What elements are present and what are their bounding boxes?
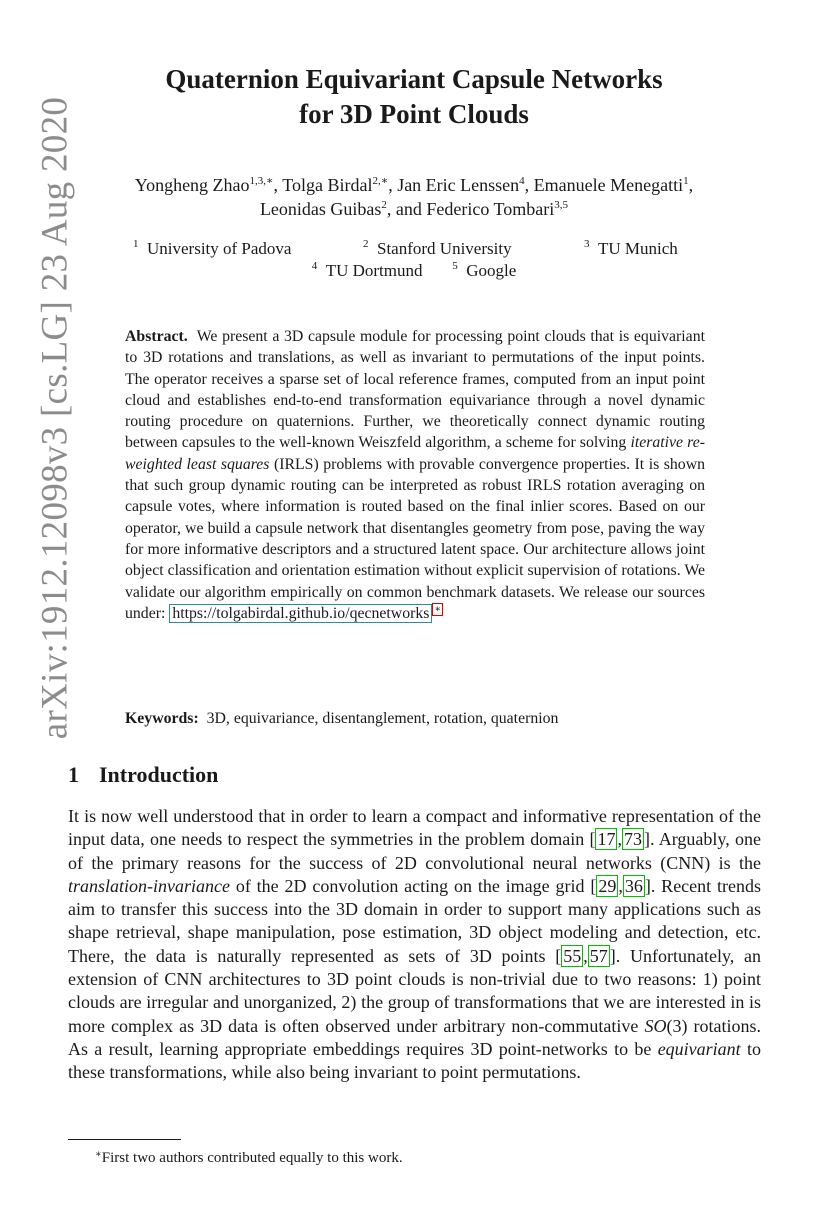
- footnote-rule: [68, 1139, 181, 1140]
- author-name: Yongheng Zhao: [134, 175, 250, 195]
- author-name: Jan Eric Lenssen: [397, 175, 520, 195]
- affiliation: [363, 238, 512, 260]
- affiliation: [452, 261, 516, 280]
- body-text: of the 2D convolution acting on the image grid [: [235, 875, 597, 896]
- affil-number: 2: [363, 238, 369, 250]
- affil-name: University of Padova: [147, 239, 292, 258]
- affil-name: Stanford University: [377, 239, 512, 258]
- citation-link[interactable]: 73: [623, 829, 642, 850]
- paper-title: [0, 62, 828, 132]
- affil-number: 3: [584, 238, 590, 250]
- keywords-text: 3D, equivariance, disentanglement, rotation, quaternion: [206, 710, 559, 727]
- source-code-link[interactable]: https://tolgabirdal.github.io/qecnetworks: [169, 604, 432, 623]
- section-number: 1: [68, 762, 79, 787]
- affiliation: [133, 238, 291, 260]
- author-affil-mark: 3,5: [554, 199, 569, 211]
- body-emphasis: translation-invariance: [68, 875, 230, 896]
- body-text: (3) rotations. As a result, learning appropriate embeddings requires 3D point-networks to be: [68, 1015, 762, 1059]
- section-heading: [68, 762, 218, 788]
- author-affil-mark: 1,3,∗: [249, 175, 274, 187]
- arxiv-identifier: arXiv:1912.12098v3 [cs.LG] 23 Aug 2020: [34, 96, 76, 740]
- abstract: [125, 326, 705, 624]
- author-name: and Federico Tombari: [395, 199, 555, 219]
- affil-name: TU Dortmund: [325, 261, 423, 280]
- affil-name: TU Munich: [598, 239, 678, 258]
- body-text: It is now well understood that in order to learn a compact and informative representation of the input data, one needs to respect the symmetries in the problem domain [: [68, 806, 761, 850]
- citation-link[interactable]: 55: [563, 945, 582, 966]
- citation-link[interactable]: 57: [589, 945, 608, 966]
- authors-line-1: Yongheng Zhao$^{1,3,∗}$, Tolga Birdal$^{2,∗}$, Jan Eric Lenssen$^4$, Emanuele Menegatti$^1$,: [134, 175, 694, 195]
- footnote: [95, 1148, 403, 1168]
- body-text: ]. Unfortunately, an extension of CNN architectures to 3D point clouds is non-trivial due to two reasons: 1) point clouds are irregular and unorganized, 2) the group of transformations that we are interested in is more complex as 3D data is often observed under arbitrary non-commutative: [68, 945, 761, 1036]
- title-line-1: Quaternion Equivariant Capsule Networks: [165, 64, 663, 94]
- footnote-link[interactable]: ∗: [434, 603, 442, 615]
- author-affil-mark: 2,∗: [372, 175, 389, 187]
- introduction-paragraph: It is now well understood that in order to learn a compact and informative representation of the input data, one needs to respect the symmetries in the problem domain [ 17 , 73 ]. Arguably, one of the primary reasons for the success of 2D convolutional neural networks (CNN) is the translation-invariance of the 2D convolution acting on the image grid [ 29 , 36 ]. Recent trends aim to transfer this success into the 3D domain in order to support many applications such as shape retrieval, shape manipulation, pose estimation, 3D object modeling and detection, etc. There, the data is naturally represented as sets of 3D points [ 55 , 57 ]. Unfortunately, an extension of CNN architectures to 3D point clouds is non-trivial due to two reasons: 1) point clouds are irregular and unorganized, 2) the group of transformations that we are interested in is more complex as 3D data is often observed under arbitrary non-commutative SO(3) rotations. As a result, learning appropriate embeddings requires 3D point-networks to be equivariant to these transformations, while also being invariant to point permutations.: [68, 806, 762, 1083]
- abstract-text: (IRLS) problems with provable convergence properties. It is shown that such group dynamic routing can be interpreted as robust IRLS rotation averaging on capsule votes, where information is routed based on the final inlier scores. Based on our operator, we build a capsule network that disentangles geometry from pose, paving the way for more informative descriptors and a structured latent space. Our architecture allows joint object classification and orientation estimation without explicit supervision of rotations. We validate our algorithm empirically on common benchmark datasets. We release our sources under:: [125, 455, 705, 622]
- abstract-text: We present a 3D capsule module for processing point clouds that is equivariant to 3D rotations and translations, as well as invariant to permutations of the input points. The operator receives a sparse set of local reference frames, computed from an input point cloud and establishes end-to-end transformation equivariance through a novel dynamic routing procedure on quaternions. Further, we theoretically connect dynamic routing between capsules to the well-known Weiszfeld algorithm, a scheme for solving: [125, 328, 705, 452]
- author-name: Emanuele Menegatti: [533, 175, 684, 195]
- keywords-label: Keywords:: [125, 710, 199, 727]
- math-symbol: SO: [644, 1015, 667, 1036]
- author-affil-mark: 2: [381, 199, 387, 211]
- title-line-2: for 3D Point Clouds: [299, 99, 529, 129]
- body-text: ]. Recent trends aim to transfer this success into the 3D domain in order to support many applications such as shape retrieval, shape manipulation, pose estimation, 3D object modeling and detection, etc. There, the data is naturally represented as sets of 3D points [: [68, 875, 761, 966]
- affiliations: [0, 238, 828, 282]
- footnote-text: First two authors contributed equally to this work.: [101, 1150, 403, 1166]
- author-affil-mark: 1: [683, 175, 689, 187]
- footnote-mark: ∗: [95, 1149, 102, 1160]
- affil-number: 1: [133, 238, 139, 250]
- body-text: to these transformations, while also being invariant to point permutations.: [68, 1038, 762, 1083]
- author-list: [60, 173, 768, 221]
- author-name: Leonidas Guibas: [259, 199, 382, 219]
- affil-number: 4: [311, 260, 318, 272]
- citation-link[interactable]: 17: [597, 829, 616, 850]
- citation-link[interactable]: 29: [598, 875, 617, 896]
- affil-name: Google: [466, 261, 517, 280]
- affiliation: [584, 238, 678, 260]
- abstract-emphasis: iterative re-weighted least squares: [125, 434, 706, 473]
- body-text: ]. Arguably, one of the primary reasons for the success of 2D convolutional neural networks (CNN) is the: [68, 829, 761, 873]
- authors-line-2: Leonidas Guibas$^2$, and Federico Tombari$^{3,5}$: [259, 199, 569, 219]
- affil-number: 5: [452, 260, 458, 272]
- citation-link[interactable]: 36: [624, 875, 643, 896]
- abstract-label: Abstract.: [125, 328, 188, 345]
- section-title: Introduction: [99, 762, 219, 787]
- author-name: Tolga Birdal: [282, 175, 373, 195]
- body-emphasis: equivariant: [657, 1038, 741, 1059]
- author-affil-mark: 4: [519, 175, 525, 187]
- keywords: [125, 708, 705, 729]
- affiliation: [312, 261, 423, 280]
